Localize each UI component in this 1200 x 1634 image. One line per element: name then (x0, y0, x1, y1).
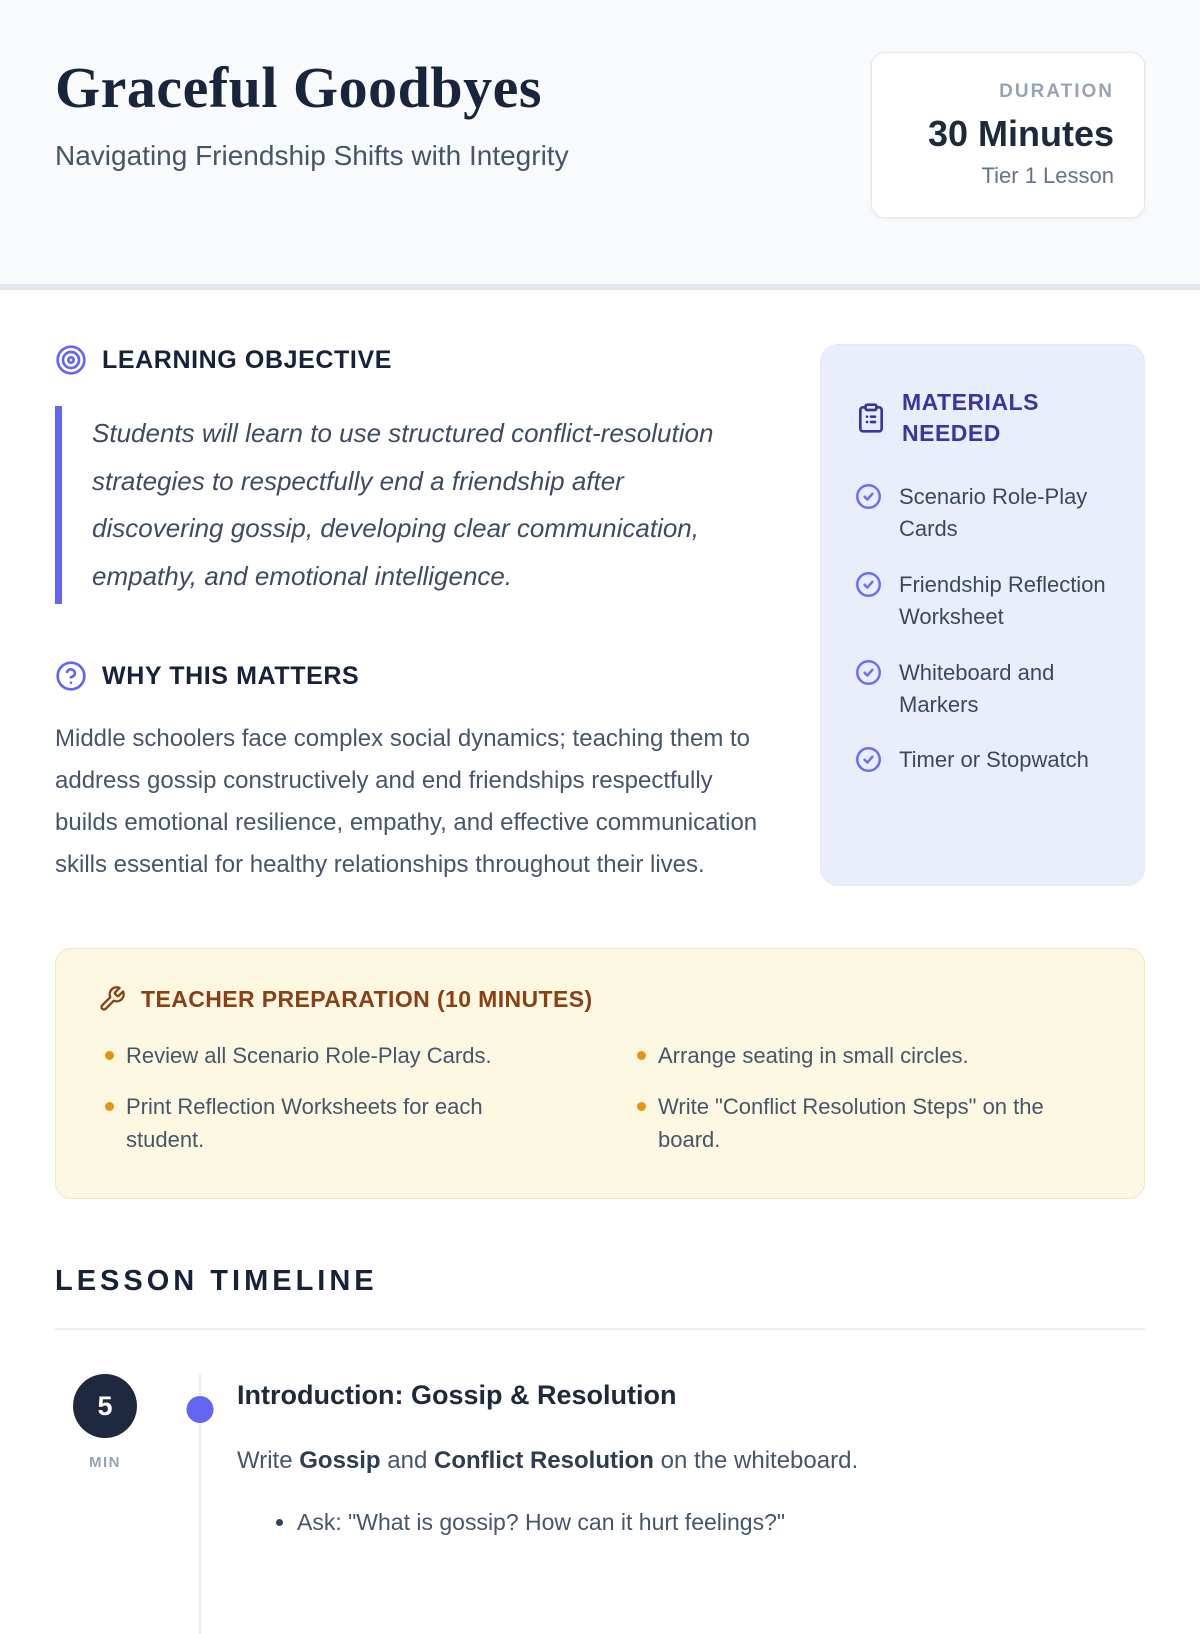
body-segment: on the whiteboard. (653, 1447, 859, 1475)
learning-objective-header (55, 344, 784, 376)
preparation-columns (98, 1039, 1102, 1174)
learning-objective-section (55, 344, 784, 604)
timeline-item (55, 1374, 1145, 1634)
check-circle-icon (855, 571, 882, 598)
check-circle-icon (855, 659, 882, 686)
duration-tier-label: Tier 1 Lesson (981, 163, 1114, 188)
materials-needed-header (855, 387, 1110, 449)
minutes-circle: 5 (73, 1374, 137, 1438)
material-item (855, 744, 1110, 776)
check-circle-icon (855, 483, 882, 510)
preparation-item: Review all Scenario Role-Play Cards. (98, 1039, 538, 1072)
body-segment: and (380, 1447, 434, 1475)
material-item (855, 569, 1110, 633)
why-this-matters-heading: WHY THIS MATTERS (102, 661, 360, 690)
timeline-minutes-badge (67, 1374, 143, 1634)
body-segment-bold: Conflict Resolution (433, 1447, 654, 1475)
material-item-label: Scenario Role-Play Cards (899, 484, 1088, 541)
why-this-matters-header (55, 660, 784, 692)
body-segment: Write (237, 1447, 300, 1475)
duration-value: 30 Minutes (927, 113, 1114, 154)
why-this-matters-section (55, 660, 784, 886)
timeline-divider (55, 1328, 1145, 1330)
material-item-label: Timer or Stopwatch (899, 747, 1089, 773)
page-header (0, 0, 1200, 290)
why-this-matters-text: Middle schoolers face complex social dynamics; teaching them to address gossip constructively and end friendships respectfully builds emotional resilience, empathy, and effective communication skills essential for healthy relationships throughout their lives. (55, 725, 758, 879)
preparation-column-left (98, 1039, 570, 1174)
timeline-item-title: Introduction: Gossip & Resolution (237, 1380, 677, 1411)
timeline-item-bullets (237, 1505, 1145, 1540)
wrench-icon (98, 985, 126, 1013)
material-item-label: Whiteboard and Markers (899, 659, 1055, 717)
clipboard-icon (855, 402, 887, 434)
check-circle-icon (855, 746, 882, 773)
lesson-timeline-section (55, 1265, 1145, 1634)
material-item-label: Friendship Reflection Worksheet (899, 571, 1106, 629)
page-subtitle: Navigating Friendship Shifts with Integrity (55, 139, 569, 171)
materials-needed-heading: MATERIALS NEEDED (902, 389, 1039, 447)
body-segment-bold: Gossip (299, 1447, 381, 1475)
materials-list (855, 481, 1110, 776)
lesson-timeline-heading: LESSON TIMELINE (55, 1265, 378, 1298)
timeline-item-content (237, 1374, 1145, 1634)
material-item (855, 481, 1110, 545)
preparation-column-right (630, 1039, 1102, 1174)
main-content (0, 290, 1200, 1634)
teacher-preparation-box (55, 948, 1145, 1199)
target-icon (55, 344, 87, 376)
timeline-dot (187, 1396, 214, 1423)
preparation-item: Write "Conflict Resolution Steps" on the board. (630, 1090, 1070, 1156)
preparation-item: Print Reflection Worksheets for each student. (98, 1090, 538, 1156)
teacher-preparation-heading: TEACHER PREPARATION (10 MINUTES) (141, 985, 593, 1012)
timeline-item-body (237, 1443, 1145, 1479)
help-circle-icon (55, 660, 87, 692)
left-column (55, 344, 784, 886)
learning-objective-heading: LEARNING OBJECTIVE (102, 345, 392, 374)
minutes-unit-label: MIN (89, 1454, 121, 1472)
duration-label: DURATION (999, 81, 1114, 102)
material-item (855, 657, 1110, 721)
preparation-item: Arrange seating in small circles. (630, 1039, 1070, 1072)
timeline-bullet: • Ask: "What is gossip? How can it hurt feelings?" (297, 1505, 1145, 1540)
timeline-rail (199, 1374, 201, 1634)
header-titles (55, 56, 569, 172)
duration-card (871, 52, 1145, 218)
learning-objective-quote: Students will learn to use structured conflict-resolution strategies to respectfully end a friendship after discovering gossip, developing clear communication, empathy, and emotional intelligence. (55, 406, 755, 604)
materials-needed-card (820, 344, 1145, 886)
page-title: Graceful Goodbyes (55, 55, 542, 120)
top-row (55, 344, 1145, 886)
teacher-preparation-header (98, 985, 1102, 1013)
